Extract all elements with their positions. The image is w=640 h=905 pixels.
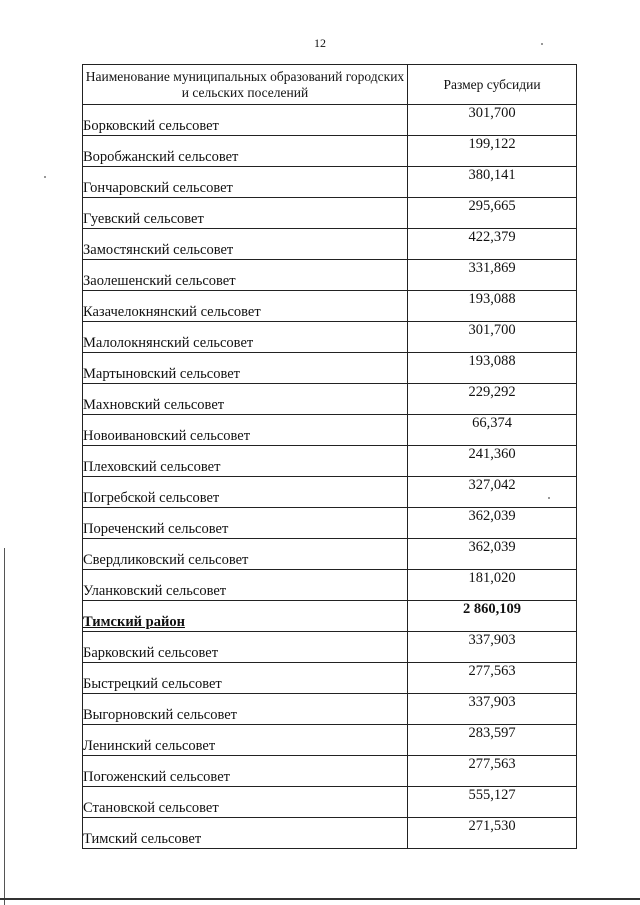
subsidy-amount: 271,530 <box>408 818 577 849</box>
municipality-name: Борковский сельсовет <box>83 105 408 136</box>
table-row <box>83 818 577 849</box>
table-row <box>83 539 577 570</box>
page-number: 12 <box>314 36 326 50</box>
municipality-name: Быстрецкий сельсовет <box>83 663 408 694</box>
table-body <box>83 105 577 849</box>
table-row <box>83 198 577 229</box>
subsidy-amount: 193,088 <box>408 353 577 384</box>
municipality-name: Тимский сельсовет <box>83 818 408 849</box>
municipality-name: Гончаровский сельсовет <box>83 167 408 198</box>
subsidy-amount: 283,597 <box>408 725 577 756</box>
subsidy-amount: 295,665 <box>408 198 577 229</box>
subsidy-amount: 277,563 <box>408 663 577 694</box>
header-municipality-name: Наименование муниципальных образований городских и сельских поселений <box>83 65 408 105</box>
table-row <box>83 570 577 601</box>
subsidy-amount: 181,020 <box>408 570 577 601</box>
table-row <box>83 384 577 415</box>
table-row <box>83 136 577 167</box>
table-row <box>83 508 577 539</box>
district-name: Тимский район <box>83 601 408 632</box>
subsidy-amount: 193,088 <box>408 291 577 322</box>
subsidy-amount: 362,039 <box>408 508 577 539</box>
table-row <box>83 787 577 818</box>
municipality-name: Мартыновский сельсовет <box>83 353 408 384</box>
table-row <box>83 632 577 663</box>
subsidy-amount: 380,141 <box>408 167 577 198</box>
municipality-name: Погоженский сельсовет <box>83 756 408 787</box>
municipality-name: Махновский сельсовет <box>83 384 408 415</box>
table-row <box>83 446 577 477</box>
table-row <box>83 756 577 787</box>
table-row <box>83 477 577 508</box>
subsidy-amount: 331,869 <box>408 260 577 291</box>
municipality-name: Свердликовский сельсовет <box>83 539 408 570</box>
subsidy-amount: 337,903 <box>408 694 577 725</box>
table-row <box>83 229 577 260</box>
subsidy-amount: 66,374 <box>408 415 577 446</box>
subsidy-amount: 301,700 <box>408 322 577 353</box>
municipality-name: Заолешенский сельсовет <box>83 260 408 291</box>
municipality-name: Воробжанский сельсовет <box>83 136 408 167</box>
subsidy-amount: 301,700 <box>408 105 577 136</box>
scan-speck <box>541 43 543 45</box>
scan-bottom-edge <box>0 898 640 900</box>
subsidy-amount: 199,122 <box>408 136 577 167</box>
municipality-name: Малолокнянский сельсовет <box>83 322 408 353</box>
subsidy-table <box>82 64 577 849</box>
table-row <box>83 105 577 136</box>
municipality-name: Становской сельсовет <box>83 787 408 818</box>
municipality-name: Плеховский сельсовет <box>83 446 408 477</box>
subsidy-amount: 241,360 <box>408 446 577 477</box>
municipality-name: Уланковский сельсовет <box>83 570 408 601</box>
table-header-row <box>83 65 577 105</box>
table-row <box>83 663 577 694</box>
subsidy-amount: 337,903 <box>408 632 577 663</box>
scan-speck <box>548 497 550 499</box>
table-row <box>83 725 577 756</box>
municipality-name: Пореченский сельсовет <box>83 508 408 539</box>
municipality-name: Новоивановский сельсовет <box>83 415 408 446</box>
table-row <box>83 322 577 353</box>
subsidy-amount: 327,042 <box>408 477 577 508</box>
municipality-name: Выгорновский сельсовет <box>83 694 408 725</box>
scan-margin-line <box>4 548 5 905</box>
municipality-name: Погребской сельсовет <box>83 477 408 508</box>
subsidy-amount: 362,039 <box>408 539 577 570</box>
municipality-name: Барковский сельсовет <box>83 632 408 663</box>
table-row <box>83 291 577 322</box>
header-subsidy-amount: Размер субсидии <box>408 65 577 105</box>
district-row <box>83 601 577 632</box>
subsidy-amount: 422,379 <box>408 229 577 260</box>
scan-speck <box>44 176 46 178</box>
subsidy-amount: 277,563 <box>408 756 577 787</box>
municipality-name: Ленинский сельсовет <box>83 725 408 756</box>
municipality-name: Замостянский сельсовет <box>83 229 408 260</box>
municipality-name: Казачелокнянский сельсовет <box>83 291 408 322</box>
district-total-amount: 2 860,109 <box>408 601 577 632</box>
table-row <box>83 353 577 384</box>
table-row <box>83 415 577 446</box>
subsidy-amount: 555,127 <box>408 787 577 818</box>
table-row <box>83 260 577 291</box>
table-row <box>83 167 577 198</box>
municipality-name: Гуевский сельсовет <box>83 198 408 229</box>
subsidy-amount: 229,292 <box>408 384 577 415</box>
table-row <box>83 694 577 725</box>
